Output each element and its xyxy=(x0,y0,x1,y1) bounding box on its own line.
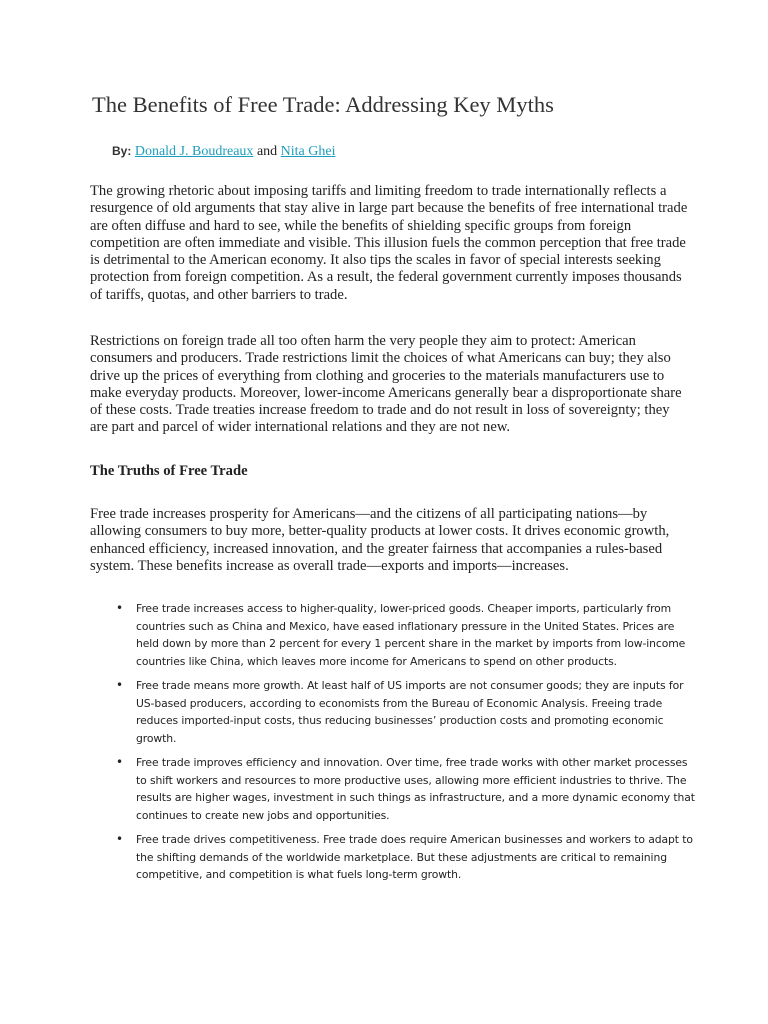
bullet-icon: • xyxy=(116,832,123,846)
benefits-list xyxy=(116,600,696,891)
section-paragraph: Free trade increases prosperity for Americans—and the citizens of all participating nations—by allowing consumers to buy more, better-quality products at lower costs. It drives economic growth, enhanced efficiency, increased innovation, and the greater fairness that accompanies a rules-based system. These benefits increase as overall trade—exports and imports—increases. xyxy=(90,506,670,574)
byline-label: By: xyxy=(112,144,132,158)
section-heading: The Truths of Free Trade xyxy=(90,463,248,479)
intro-paragraph-2: Restrictions on foreign trade all too often harm the very people they aim to protect: American consumers and producers. Trade restrictions limit the choices of what Americans can buy; they also drive up the prices of everything from clothing and groceries to the materials manufacturers use to make everyday products. Moreover, lower-income Americans generally bear a disproportionate share of these costs. Trade treaties increase freedom to trade and do not result in loss of sovereignty; they are part and parcel of wider international relations and they are not new. xyxy=(90,333,682,436)
author-link-ghei[interactable]: Nita Ghei xyxy=(280,144,336,159)
intro-paragraph-1: The growing rhetoric about imposing tariffs and limiting freedom to trade internationally reflects a resurgence of old arguments that stay alive in large part because the benefits of free international trade are often diffuse and hard to see, while the benefits of shielding specific groups from foreign competition are often immediate and visible. This illusion fuels the common perception that free trade is detrimental to the American economy. It also tips the scales in favor of special interests seeking protection from foreign competition. As a result, the federal government currently imposes thousands of tariffs, quotas, and other barriers to trade. xyxy=(90,183,688,303)
author-link-boudreaux[interactable]: Donald J. Boudreaux xyxy=(134,144,254,159)
bullet-icon: • xyxy=(116,678,123,692)
bullet-icon: • xyxy=(116,601,123,615)
list-item-text: Free trade drives competitiveness. Free trade does require American businesses and workers to adapt to the shifting demands of the worldwide marketplace. But these adjustments are critical to remaining competitive, and competition is what fuels long-term growth. xyxy=(136,833,693,881)
article-title: The Benefits of Free Trade: Addressing Key Myths xyxy=(92,92,554,117)
byline xyxy=(112,144,335,160)
list-item xyxy=(116,600,696,670)
byline-conjunction: and xyxy=(256,144,278,159)
bullet-icon: • xyxy=(116,755,123,769)
list-item-text: Free trade increases access to higher-quality, lower-priced goods. Cheaper imports, particularly from countries such as China and Mexico, have eased inflationary pressure in the United States. Prices are held down by more than 2 percent for every 1 percent share in the market by imports from low-income countries like China, which leaves more income for Americans to spend on other products. xyxy=(136,602,686,668)
list-item-text: Free trade means more growth. At least half of US imports are not consumer goods; they are inputs for US-based producers, according to economists from the Bureau of Economic Analysis. Freeing trade reduces imported-input costs, thus reducing businesses’ production costs and promoting economic growth. xyxy=(136,679,684,745)
list-item-text: Free trade improves efficiency and innovation. Over time, free trade works with other market processes to shift workers and resources to more productive uses, allowing more efficient industries to thrive. The results are higher wages, investment in such things as infrastructure, and a more dynamic economy that continues to create new jobs and opportunities. xyxy=(136,756,695,822)
list-item xyxy=(116,677,696,747)
list-item xyxy=(116,754,696,824)
list-item xyxy=(116,831,696,884)
